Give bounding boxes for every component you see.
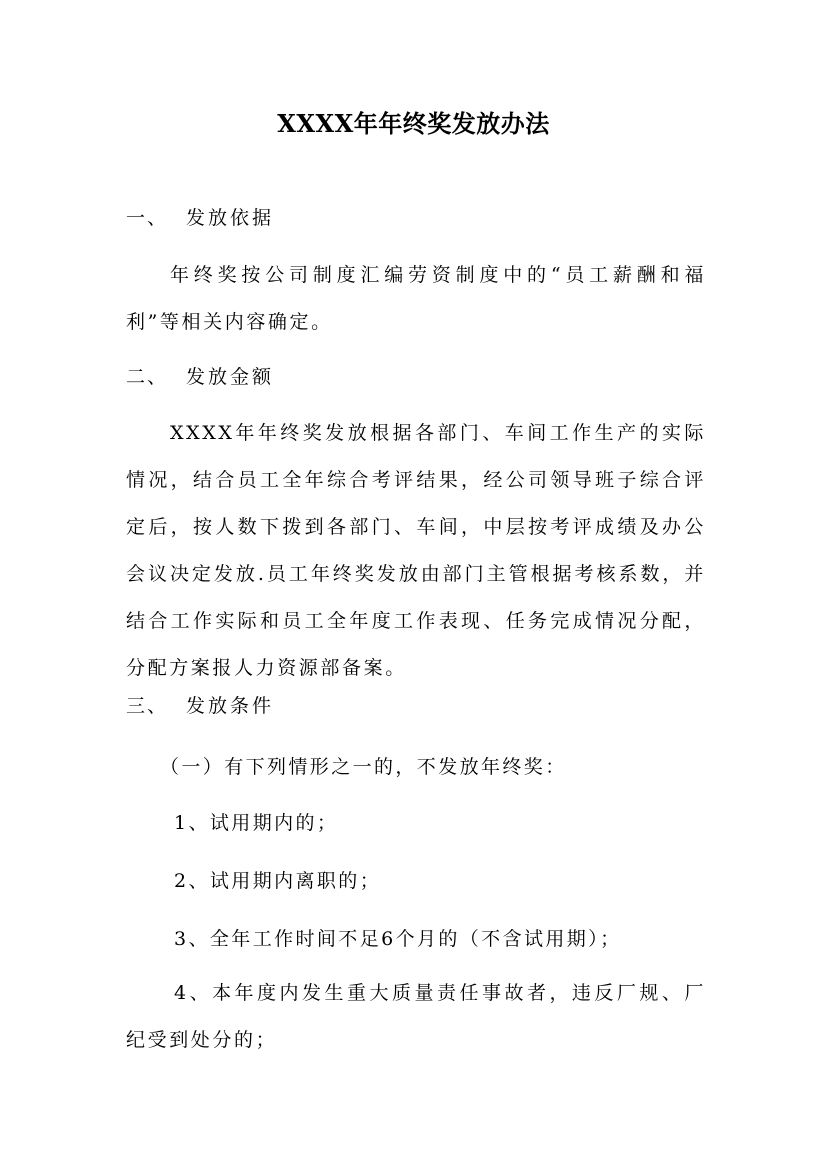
section-paragraph-2: XXXX年年终奖发放根据各部门、车间工作生产的实际情况，结合员工全年综合考评结果，经公司领导班子综合评定后，按人数下拨到各部门、车间，中层按考评成绩及办公会议决定发放.员工年终奖发放由部门主管根据考核系数，并结合工作实际和员工全年度工作表现、任务完成情况分配，分配方案报人力资源部备案。 [126,422,706,679]
section-number: 二、 [126,366,169,388]
condition-item-1: 1、试用期内的； [174,812,339,834]
condition-item-3: 3、全年工作时间不足6个月的（不含试用期）； [174,928,622,950]
condition-subheading: （一）有下列情形之一的，不发放年终奖： [160,756,567,778]
section-title: 发放依据 [186,207,275,229]
section-paragraph-1: 年终奖按公司制度汇编劳资制度中的“员工薪酬和福利”等相关内容确定。 [126,264,706,333]
document-title: XXXX年年终奖发放办法 [277,109,550,138]
section-heading-1 [126,203,274,233]
section-title: 发放条件 [186,695,275,717]
section-heading-2 [126,362,274,392]
section-heading-3 [126,691,274,721]
section-number: 一、 [126,207,169,229]
condition-item-2: 2、试用期内离职的； [174,870,382,892]
condition-item-4: 4、本年度内发生重大质量责任事故者，违反厂规、厂纪受到处分的； [126,982,706,1051]
section-title: 发放金额 [186,366,275,388]
section-number: 三、 [126,695,169,717]
